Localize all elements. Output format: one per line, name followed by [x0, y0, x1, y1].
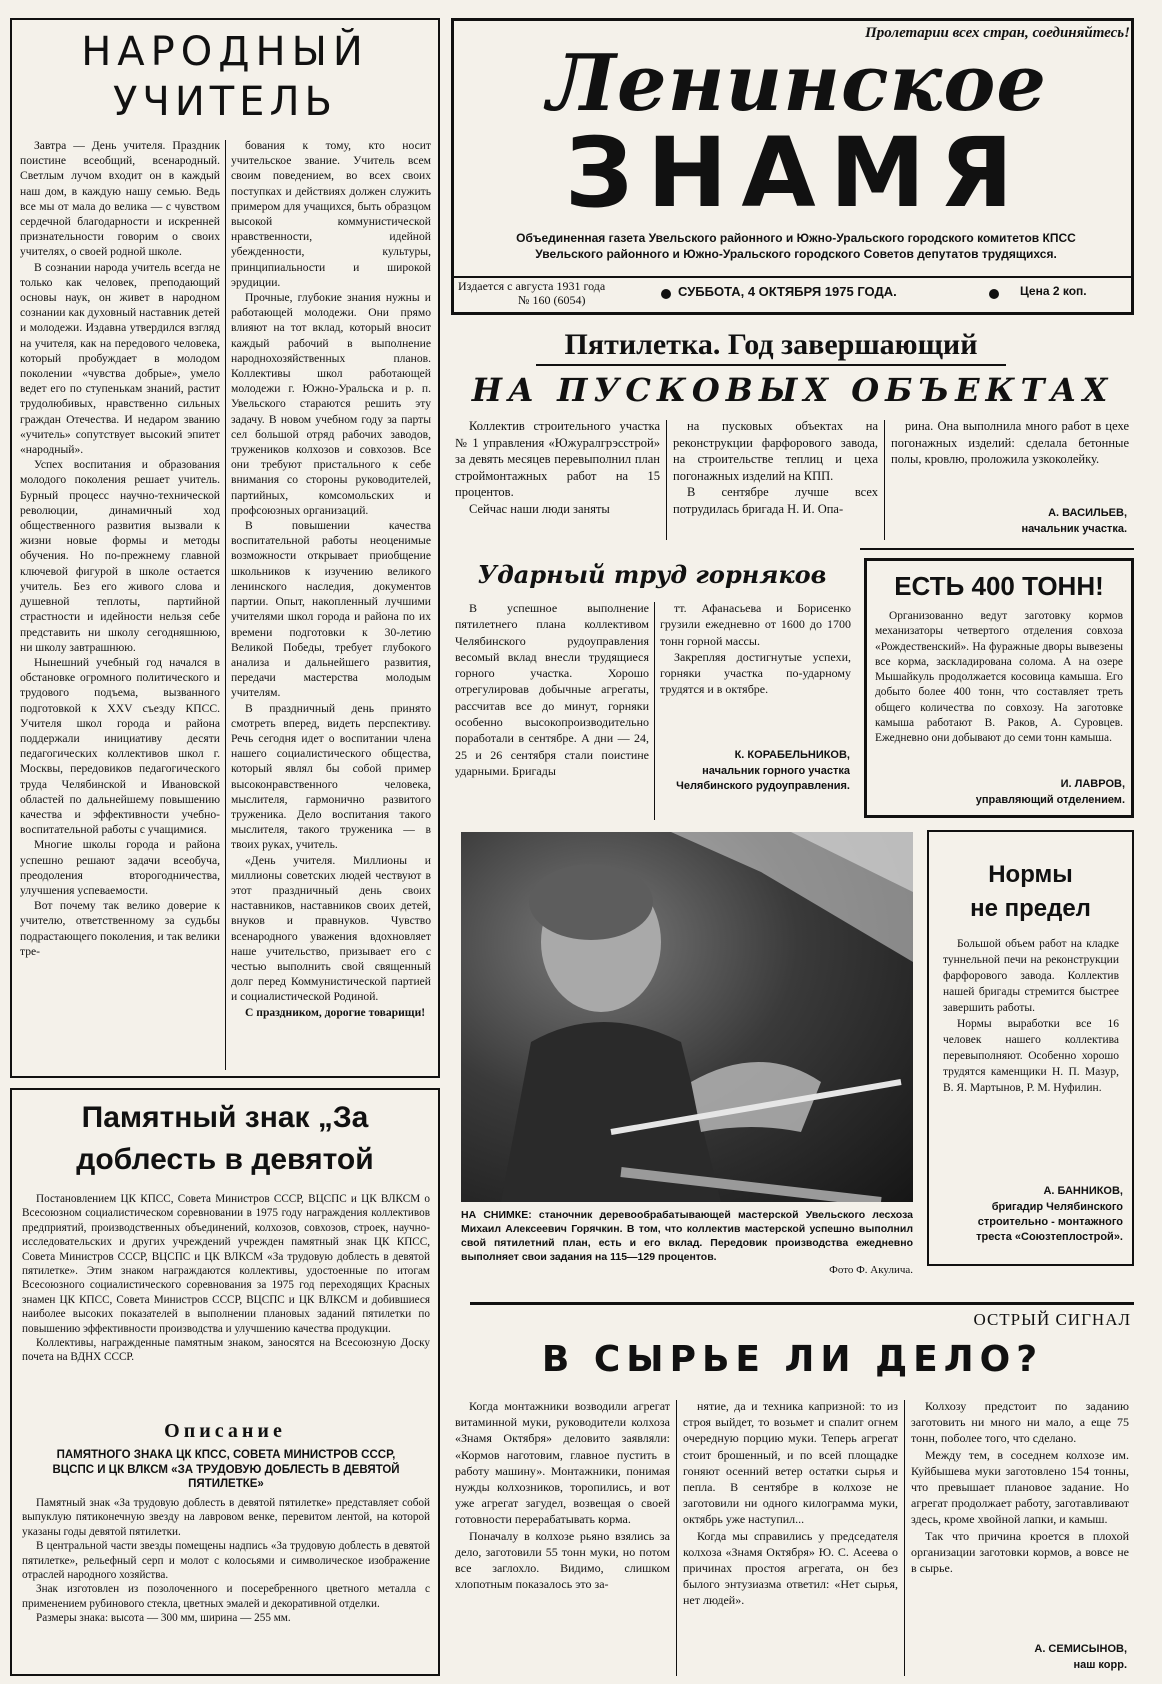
- teacher-c1-p5: Многие школы города и района успешно решают задачи всеобуча, преодоления второгодничества, улучшения успеваемости.: [20, 838, 220, 897]
- masthead-title-line2: ЗНАМЯ: [564, 121, 1028, 225]
- signal-col-2: [683, 1398, 898, 1678]
- teacher-col-divider: [225, 140, 226, 1070]
- worker-photo: [461, 832, 913, 1202]
- signal-c2-p2: Когда мы справились у председателя колхоза «Знамя Октября» Ю. С. Асеева о причинах простоя агрегата, он без былого энтузиазма ответил: «Нет сырья, нет людей».: [683, 1528, 898, 1608]
- tons-title: ЕСТЬ 400 ТОНН!: [894, 571, 1104, 601]
- teacher-c1-p2: В сознании народа учитель всегда не только как человек, преподающий основы наук, он живет в народном сознании как духовный наставник детей и молодежи. Издавна утвердился взгляд на учителя, как на передового человека, который пробуждает в молодом поколении «чувства добрые», умело ведет его по ступенькам знаний, растит трудолюбивых, нравственно сильных граждан Отечества. И недаром званию «учитель» сопутствует высокий эпитет «народный».: [20, 260, 220, 457]
- signal-kicker: ОСТРЫЙ СИГНАЛ: [973, 1310, 1131, 1329]
- badge-d1: Памятный знак «За трудовую доблесть в девятой пятилетке» представляет собой выпуклую пятиконечную звезду на лавровом венке, перевитом лентой, на которой указаны годы девятой пятилетки.: [22, 1497, 430, 1538]
- photo-block: [451, 830, 919, 1280]
- signal-c1-p2: Поначалу в колхозе рьяно взялись за дело, заготовили 55 тонн муки, но потом все заглохло. Видимо, слишком хлопотным показалось это за-: [455, 1528, 670, 1592]
- photo-caption: НА СНИМКЕ: станочник деревообрабатывающей мастерской Увельского лесхоза Михаил Алексеевич Горячкин. В том, что коллектив мастерской успешно выполнил свой пятилетний план, есть и его вклад. Передовик производства ежедневно выполняет свои задания на 115—129 процентов.: [461, 1209, 913, 1263]
- pusk-col-2: [673, 418, 878, 543]
- norms-p1: Большой объем работ на кладке туннельной печи на реконструкции фарфорового завода. Коллектив нашей бригады стремится быстрее завершить работы.: [943, 938, 1119, 1014]
- masthead-divider: [454, 276, 1131, 278]
- teacher-c2-p2: Прочные, глубокие знания нужны и работающей молодежи. Они прямо влияют на тот вклад, который вносит каждый рабочий в выполнение народнохозяйственных планов. Коллективы школ работающей молодежи г. Южно-Уральска и р. п. Увельского стараются решить эту задачу. В новом учебном году за парты сел большой отряд рабочих заводов, тружеников колхозов и совхозов. Все они требуют пристального к себе внимания со стороны руководителей, партийных, комсомольских и профсоюзных организаций.: [231, 291, 431, 517]
- badge-title-line1: Памятный знак „За: [81, 1101, 369, 1134]
- tons-signature-role: управляющий отделением.: [975, 794, 1125, 806]
- norms-signature-role: бригадир Челябинского строительно - монтажного треста «Союзтеплострой».: [976, 1201, 1123, 1243]
- signal-c2-p1: нятие, да и техника капризной: то из строя выйдет, то возьмет и спалит огнем очередную порцию муки. Теперь агрегат стоит брошенный, и по всей площадке гоняют осенний ветер остатки сырья и пепла. В сентябре в колхозе не заготовили ни одного килограмма муки, октябрь уже наступил...: [683, 1399, 898, 1527]
- teacher-c2-p1: бования к тому, кто носит учительское звание. Учитель всем своим поведением, во всех своих поступках и действиях должен служить примером для учащихся, быть образцом высокой коммунистической нравственности, идейной убежденности, культуры, принципиальности и широкой эрудиции.: [231, 139, 431, 289]
- pusk-c2-p2: В сентябре лучше всех потрудилась бригада Н. И. Опа-: [673, 485, 878, 516]
- teacher-col-1: [20, 138, 220, 1074]
- pusk-signature-name: А. ВАСИЛЬЕВ,: [1048, 507, 1127, 519]
- badge-p1: Постановлением ЦК КПСС, Совета Министров СССР, ВЦСПС и ЦК ВЛКСМ о Всесоюзном социалистическом соревновании в 1975 году награждения коллективов предприятий, производственных объединений, колхозов, совхозов, строек, научно-исследовательских и других учреждений учрежден памятный знак ЦК КПСС, Совета Министров СССР, ВЦСПС и ЦК ВЛКСМ «За трудовую доблесть в девятой пятилетке». Этим знаком награждаются коллективы, удостоенные по итогам Всесоюзного социалистического соревнования за 1975 год переходящих Красных знамен ЦК КПСС, Совета Министров СССР, ВЦСПС и ЦК ВЛКСМ и добившиеся наиболее высоких показателей в выполнении плановых заданий пятилетки по повышению эффективности производства и улучшению качества продукции.: [22, 1193, 430, 1335]
- badge-desc-heading: Описание: [164, 1420, 286, 1442]
- masthead-bullet-2: [989, 289, 999, 299]
- miners-c2-p1: тт. Афанасьева и Борисенко грузили ежедневно от 1600 до 1700 тонн горной массы.: [660, 601, 851, 648]
- pusk-article: [451, 322, 1134, 547]
- teacher-c1-p3: Успех воспитания и образования молодого поколения решает учитель. Бурный процесс научно-технической революции, динамичный ход общественного развития вызвали к жизни новые формы и методы обучения. Но по-прежнему главной ключевой фигурой в школе остается учитель. Без его живого слова и душевной теплоты, партийной страстности и идейности нельзя себе представить ни школу сегодняшнюю, ни школу завтрашнюю.: [20, 458, 220, 654]
- norms-title-line1: Нормы: [988, 861, 1073, 888]
- teacher-c2-p6: С праздником, дорогие товарищи!: [245, 1005, 426, 1019]
- badge-d4: Размеры знака: высота — 300 мм, ширина — 255 мм.: [36, 1612, 291, 1625]
- pusk-c2-p1: на пусковых объектах на реконструкции фарфорового завода, на строительстве теплиц и цеха погонажных изделий на КПП.: [673, 419, 878, 483]
- signal-col-divider-2: [904, 1400, 905, 1676]
- pusk-bottom-rule: [860, 548, 1134, 550]
- badge-p2: Коллективы, награжденные памятным знаком, заносятся на Всесоюзную Доску почета на ВДНХ СССР.: [22, 1337, 430, 1364]
- signal-col-3: [911, 1398, 1129, 1636]
- pusk-c1-p2: Сейчас наши люди заняты: [469, 501, 610, 516]
- miners-col-divider: [654, 602, 655, 820]
- pusk-col-divider-1: [666, 420, 667, 540]
- masthead-issue: № 160 (6054): [518, 293, 586, 307]
- pusk-col-3: [891, 418, 1129, 493]
- norms-signature-name: А. БАННИКОВ,: [1043, 1185, 1123, 1197]
- masthead-title-line1: Ленинское: [547, 38, 1047, 129]
- signal-signature-role: наш корр.: [1073, 1659, 1127, 1671]
- signal-col-divider-1: [676, 1400, 677, 1676]
- signal-col-1: [455, 1398, 670, 1678]
- masthead-slogan: Пролетарии всех стран, соединяйтесь!: [865, 25, 1130, 41]
- pusk-signature-role: начальник участка.: [1021, 523, 1127, 535]
- miners-c2-p2: Закрепляя достигнутые успехи, горняки участка по-ударному трудятся и в октябре.: [660, 649, 851, 697]
- pusk-col-1: [455, 418, 660, 543]
- worker-photo-illustration: [461, 832, 913, 1202]
- pusk-kicker-underline: [536, 364, 1006, 366]
- signal-c1-p1: Когда монтажники возводили агрегат витаминной муки, руководители колхоза «Знамя Октября» деловито заявляли: «Кормов наготовим, главное пустить в работу машину». Монтажники, понимая нужды колхозников, торопились, и вот уже агрегат загудел, возвещая о своей готовности перерабатывать корма.: [455, 1399, 670, 1527]
- norms-body: [943, 936, 1119, 1181]
- masthead-price: Цена 2 коп.: [1020, 284, 1087, 298]
- masthead-bullet-1: [661, 289, 671, 299]
- signal-article: [451, 1306, 1134, 1680]
- signal-signature-name: А. СЕМИСЫНОВ,: [1034, 1643, 1127, 1655]
- badge-article: [10, 1088, 440, 1676]
- tons-body: [875, 609, 1123, 774]
- miners-title: Ударный труд горняков: [477, 560, 827, 589]
- badge-desc-subheading: ПАМЯТНОГО ЗНАКА ЦК КПСС, СОВЕТА МИНИСТРОВ СССР, ВЦСПС И ЦК ВЛКСМ «ЗА ТРУДОВУЮ ДОБЛЕСТЬ В ДЕВЯТОЙ ПЯТИЛЕТКЕ»: [52, 1449, 400, 1490]
- badge-body: [22, 1192, 430, 1418]
- signal-c3-p3: Так что причина кроется в плохой организации заготовки кормов, а вовсе не в сырье.: [911, 1528, 1129, 1576]
- teacher-c2-p5: «День учителя. Миллионы и миллионы советских людей чествуют в этот праздничный день своих наставников, наставников своих детей, внуков и правнуков. Чувство всенародного уважения вдохновляет наше учительство, призывает его с честью выполнить свой священный долг перед Коммунистической партией и социалистической Родиной.: [231, 853, 431, 1004]
- miners-article: [451, 552, 853, 824]
- miners-col-2: [660, 600, 851, 740]
- teacher-c2-p3: В повышении качества воспитательной работы неоценимые возможности открывает приобщение школьников к изучению великого ленинского наследия, документов партии. Опыт, накопленный лучшими учителями школ города и района по их времени подготовки к 30-летию Великой Победы, требует глубокого анализа и дальнейшего развития, передачи мастерства молодым учителям.: [231, 519, 431, 700]
- miners-signature-role: начальник горного участка Челябинского рудоуправления.: [676, 765, 850, 792]
- teacher-title-line2: УЧИТЕЛЬ: [113, 79, 337, 125]
- masthead-subtitle-line1: Объединенная газета Увельского районного и Южно-Уральского городского комитетов КПСС: [516, 231, 1076, 245]
- badge-title-line2: доблесть в девятой: [76, 1143, 374, 1176]
- teacher-title-line1: НАРОДНЫЙ: [81, 29, 369, 75]
- tons-p1: Организованно ведут заготовку кормов механизаторы четвертого отделения совхоза «Рождественский». На фуражные дворы вывезены все корма, заскладирована солома. А на озере Мышайкуль продолжается косовица камыша. Его добыто более 400 тонн, что составляет треть общего количества по совхозу. На заготовке камыша работают В. Раков, А. Суровцев. Ежедневно они добывают до семи тонн камыша.: [875, 610, 1123, 745]
- signal-top-rule: [470, 1302, 1134, 1305]
- teacher-article: [10, 18, 440, 1078]
- tons-signature-name: И. ЛАВРОВ,: [1060, 778, 1125, 790]
- norms-p2: Нормы выработки все 16 человек нашего коллектива перевыполняют. Особенно хорошо трудятся каменщики Н. П. Мазур, В. Я. Мартынов, Р. М. Нуфилин.: [943, 1018, 1119, 1094]
- teacher-c1-p4: Нынешний учебный год начался в обстановке огромного политического и трудового подъема, вызванного подготовкой к XXV съезду КПСС. Учителя школ города и района поддержали инициативу десяти педагогических коллективов школ г. Москвы, передовиков педагогического труда Челябинской и Ивановской областей по дальнейшему повышению качества и эффективности учебно-воспитательной работы с учащимися.: [20, 655, 220, 837]
- tons-article: [864, 558, 1134, 818]
- pusk-col-divider-2: [884, 420, 885, 540]
- photo-credit: Фото Ф. Акулича.: [829, 1264, 913, 1276]
- pusk-kicker: Пятилетка. Год завершающий: [564, 328, 978, 361]
- pusk-title: НА ПУСКОВЫХ ОБЪЕКТАХ: [471, 371, 1114, 409]
- badge-d3: Знак изготовлен из позолоченного и посеребренного цветного металла с применением рубинового стекла, цветных эмалей и декоративной отделки.: [22, 1583, 430, 1610]
- masthead-subtitle-line2: Увельского районного и Южно-Уральского городского Советов депутатов трудящихся.: [535, 247, 1057, 261]
- masthead: [451, 18, 1134, 315]
- teacher-c2-p4: В праздничный день принято смотреть вперед, видеть перспективу. Речь сегодня идет о воспитании члена нашего социалистического общества, который являл бы собой пример высоконравственного человека, мыслителя, гармонично развитого труженика. Дело воспитания такого мыслителя, такого труженика — в твоих руках, учитель.: [231, 701, 431, 852]
- badge-desc-body: [22, 1496, 430, 1672]
- teacher-col-2: [231, 138, 431, 1074]
- pusk-c3-p1: рина. Она выполнила много работ в цехе погонажных изделий: сделала бетонные полы, кровлю, проложила узкоколейку.: [891, 419, 1129, 466]
- signal-c3-p1: Колхозу предстоит по заданию заготовить ни много ни мало, а еще 75 тонн, поболее того, что сделано.: [911, 1399, 1129, 1446]
- signal-c3-p2: Между тем, в соседнем колхозе им. Куйбышева муки заготовлено 154 тонны, что превышает плановое задание. Но агрегат продолжает работу, заготавливают здесь, кроме хвойной лапки, и камыш.: [911, 1447, 1129, 1527]
- teacher-c1-p6: Вот почему так велико доверие к учителю, ответственному за судьбы подрастающего поколения, и так велики тре-: [20, 899, 220, 958]
- teacher-c1-p1: Завтра — День учителя. Праздник поистине всеобщий, всенародный. Светлым лучом входит он в каждый наш дом, в каждую нашу семью. Ведь все мы от мала до велика — с чувством сердечной благодарности и искренней признательности говорим о своих учителях, о своей родной школе.: [20, 139, 220, 259]
- signal-title: В СЫРЬЕ ЛИ ДЕЛО?: [541, 1339, 1044, 1380]
- miners-signature-name: К. КОРАБЕЛЬНИКОВ,: [734, 749, 850, 761]
- masthead-since: Издается с августа 1931 года: [458, 279, 606, 293]
- miners-c1-p1: В успешное выполнение пятилетнего плана коллективом Челябинского рудоуправления весомый вклад внесли трудящиеся горного участка. Хорошо отрегулировав добычные агрегаты, рассчитав все до минут, горняки особенно высокопроизводительно поработали в сентябре. А дни — 24, 25 и 26 сентября стали поистине ударными. Бригады: [455, 601, 649, 778]
- miners-col-1: [455, 600, 649, 822]
- pusk-c1-p1: Коллектив строительного участка № 1 управления «Южуралгрэсстрой» за девять месяцев перевыполнил план строймонтажных работ на 15 процентов.: [455, 419, 660, 499]
- norms-article: [927, 830, 1134, 1266]
- badge-d2: В центральной части звезды помещены надпись «За трудовую доблесть в девятой пятилетке», рельефный серп и молот с колосьями и символическое изображение отраслей народного хозяйства.: [22, 1540, 430, 1582]
- masthead-date: СУББОТА, 4 ОКТЯБРЯ 1975 ГОДА.: [678, 284, 897, 299]
- norms-title-line2: не предел: [970, 895, 1091, 922]
